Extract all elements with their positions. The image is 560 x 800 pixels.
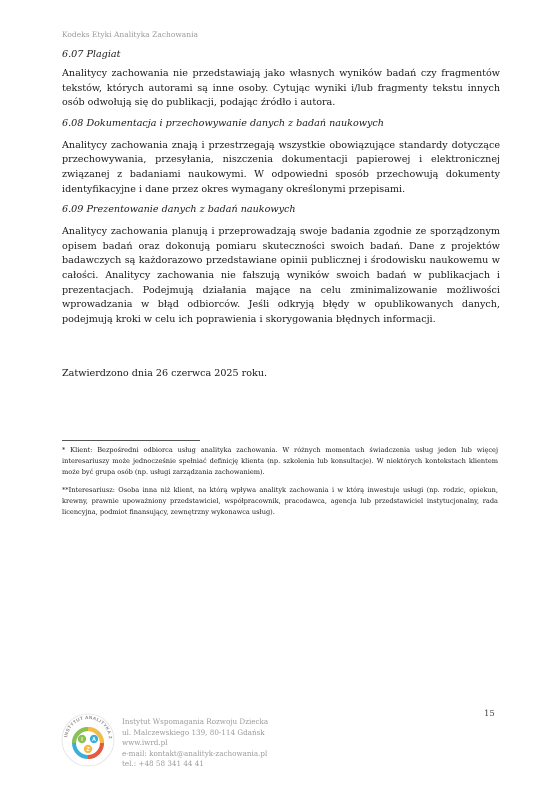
section-number: 6.08 bbox=[62, 117, 84, 129]
section-paragraph: Analitycy zachowania znają i przestrzegają wszystkie obowiązujące standardy dotyczące przechowywania, przesyłania, niszczenia dokumentacji papierowej i elektronicznej związanej z badaniami naukowymi. W odpowiedni sposób przechowują dokumenty identyfikacyjne i dane przez okres wymagany określonymi przepisami. bbox=[62, 139, 500, 195]
section-title: Prezentowanie danych z badań naukowych bbox=[86, 204, 296, 216]
section-heading-6-09 bbox=[62, 204, 500, 215]
institute-logo bbox=[60, 712, 116, 768]
logo-letter-i: I bbox=[81, 737, 83, 743]
approval-date: Zatwierdzono dnia 26 czerwca 2025 roku. bbox=[62, 368, 268, 379]
footnote-stakeholder: **Interesariusz: Osoba inna niż klient, na którą wpływa analityk zachowania i w którą inwestuje usługi (np. rodzic, opiekun, krewny, prawnie upoważniony przedstawiciel, współpracownik, pracodawca, agencja lub przedstawiciel instytucjonalny, rada licencyjna, podmiot finansujący, zewnętrzny wykonawca usług). bbox=[62, 486, 498, 516]
footnote-divider bbox=[62, 440, 200, 441]
footer-phone: tel.: +48 58 341 44 41 bbox=[122, 759, 204, 769]
section-number: 6.07 bbox=[62, 49, 84, 60]
section-number: 6.09 bbox=[62, 204, 84, 216]
main-content bbox=[62, 49, 500, 334]
logo-ring-text: INSTYTUT ANALITYKA Z bbox=[63, 714, 114, 740]
section-title: Plagiat bbox=[86, 49, 121, 60]
footer-contact bbox=[122, 717, 268, 770]
section-title: Dokumentacja i przechowywanie danych z badań naukowych bbox=[86, 117, 384, 129]
footer-email-label: e-mail: bbox=[122, 748, 150, 758]
section-heading-6-07 bbox=[62, 49, 500, 60]
footnotes bbox=[62, 445, 498, 526]
section-paragraph: Analitycy zachowania planują i przeprowadzają swoje badania zgodnie ze sporządzonym opisem badań oraz dokonują pomiaru skuteczności swoich badań. Dane z projektów badawczych są każdorazowo przedstawiane opinii publicznej i środowisku naukowemu w całości. Analitycy zachowania nie fałszują wyników swoich badań w publikacjach i prezentacjach. Podejmują działania mające na celu zminimalizowanie możliwości wprowadzania w błąd odbiorców. Jeśli odkryją błędy w opublikowanych danych, podejmują kroki w celu ich poprawienia i skorygowania błędnych informacji. bbox=[62, 226, 500, 325]
section-heading-6-08 bbox=[62, 118, 500, 129]
page-number: 15 bbox=[484, 709, 495, 719]
footer-email-line bbox=[122, 749, 268, 760]
footer-email-link[interactable]: kontakt@analityk-zachowania.pl bbox=[149, 748, 268, 758]
section-paragraph: Analitycy zachowania nie przedstawiają jako własnych wyników badań czy fragmentów tekstów, których autorami są inne osoby. Cytując wyniki i/lub fragmenty tekstu innych osób odwołują się do publikacji, podając źródło i autora. bbox=[62, 68, 500, 109]
footer-organization: Instytut Wspomagania Rozwoju Dziecka bbox=[122, 717, 269, 726]
logo-letter-a: A bbox=[92, 737, 96, 743]
footer-address: ul. Malczewskiego 139, 80-114 Gdańsk bbox=[122, 727, 265, 737]
logo-letter-z: Z bbox=[86, 747, 90, 753]
footer-website[interactable]: www.iwrd.pl bbox=[122, 738, 168, 748]
footnote-client: * Klient: Bezpośredni odbiorca usług analityka zachowania. W różnych momentach świadczenia usług jeden lub więcej interesariuszy może jednocześnie spełniać definicję klienta (np. szkolenia lub konsultacje). W niektórych kontekstach klientem może być grupa osób (np. usługi zarządzania zachowaniem). bbox=[62, 446, 498, 476]
running-header: Kodeks Etyki Analityka Zachowania bbox=[62, 30, 198, 39]
